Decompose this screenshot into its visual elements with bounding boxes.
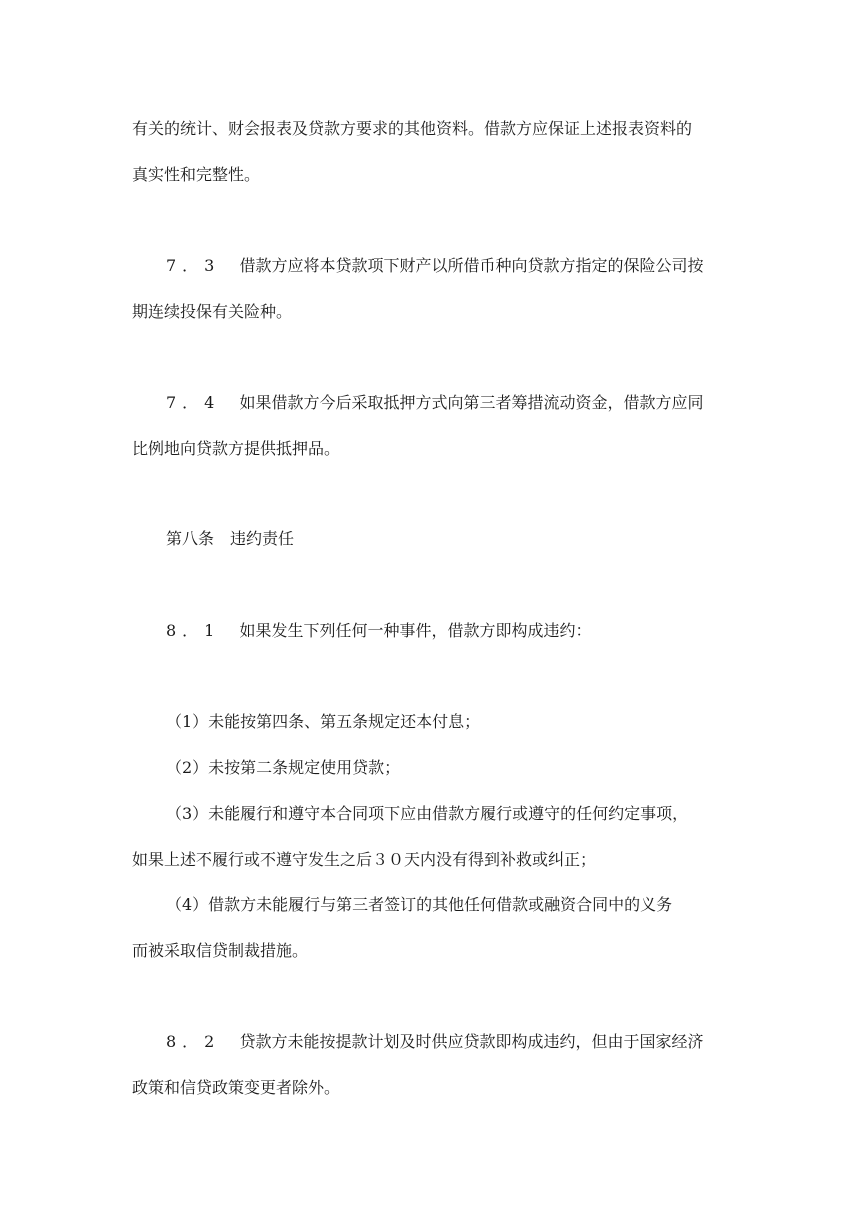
clause-7-3-line2: 期连续投保有关险种。 <box>132 302 293 321</box>
clause-number: 8．1 <box>166 621 221 640</box>
paragraph-line: 真实性和完整性。 <box>132 165 261 184</box>
list-item: （3）未能履行和遵守本合同项下应由借款方履行或遵守的任何约定事项， <box>166 804 689 823</box>
list-item-continuation: 而被采取信贷制裁措施。 <box>132 941 309 960</box>
clause-number: 8．2 <box>166 1032 221 1051</box>
paragraph-line: 有关的统计、财会报表及贷款方要求的其他资料。借款方应保证上述报表资料的 <box>132 119 693 138</box>
clause-text: 如果发生下列任何一种事件，借款方即构成违约： <box>239 621 592 640</box>
clause-number: 7．4 <box>166 393 221 412</box>
clause-text: 贷款方未能按提款计划及时供应贷款即构成违约，但由于国家经济 <box>239 1032 704 1051</box>
clause-text: 借款方应将本贷款项下财产以所借币种向贷款方指定的保险公司按 <box>239 256 704 275</box>
clause-8-1-line1 <box>166 621 786 641</box>
article-heading: 第八条 违约责任 <box>166 529 295 548</box>
clause-7-4-line2: 比例地向贷款方提供抵押品。 <box>132 439 341 458</box>
clause-8-2-line2: 政策和信贷政策变更者除外。 <box>132 1078 341 1097</box>
clause-7-4-line1 <box>166 393 786 413</box>
clause-text: 如果借款方今后采取抵押方式向第三者筹措流动资金，借款方应同 <box>239 393 704 412</box>
list-item: （2）未按第二条规定使用贷款； <box>166 758 401 777</box>
clause-number: 7．3 <box>166 256 221 275</box>
list-item: （4）借款方未能履行与第三者签订的其他任何借款或融资合同中的义务 <box>166 895 673 914</box>
clause-8-2-line1 <box>166 1032 786 1052</box>
list-item-continuation: 如果上述不履行或不遵守发生之后３０天内没有得到补救或纠正； <box>132 850 597 869</box>
clause-7-3-line1 <box>166 256 786 276</box>
list-item: （1）未能按第四条、第五条规定还本付息； <box>166 712 481 731</box>
